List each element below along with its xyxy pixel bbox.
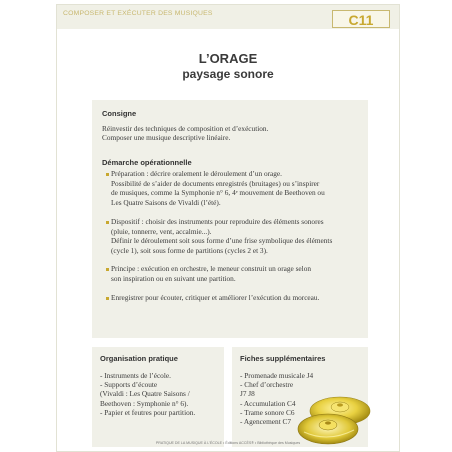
demarche-heading: Démarche opérationnelle (102, 158, 192, 167)
consigne-line: Réinvestir des techniques de composition et d’exécution. (102, 124, 269, 133)
demarche-line: son inspiration ou en suivant une partition. (111, 273, 236, 283)
consigne-heading: Consigne (102, 109, 137, 118)
demarche-line: Les Quatre Saisons de Vivaldi (l’été). (111, 197, 221, 207)
organisation-item: - Instruments de l’école. (100, 371, 171, 380)
section-label: COMPOSER ET EXÉCUTER DES MUSIQUES (63, 10, 213, 17)
bullet-icon (106, 268, 109, 271)
organisation-heading: Organisation pratique (100, 354, 178, 363)
fiches-item: - Accumulation C4 (240, 398, 296, 408)
organisation-item: (Vivaldi : Les Quatre Saisons / (100, 389, 190, 399)
fiches-item: - Chef d’orchestre (240, 380, 294, 390)
consigne-line: Composer une musique descriptive linéaire. (102, 133, 231, 142)
sheet-code-badge: C11 (332, 10, 390, 28)
demarche-line: Enregistrer pour écouter, critiquer et améliorer l’exécution du morceau. (111, 293, 320, 302)
fiches-item: - Trame sonore C6 (240, 407, 295, 417)
demarche-line: Définir le déroulement soit sous forme d’une frise symbolique des éléments (111, 236, 333, 246)
fiches-item: - Agencement C7 (240, 417, 292, 426)
demarche-line: Dispositif : choisir des instruments pour reproduire des éléments sonores (111, 217, 324, 226)
demarche-line: Préparation : décrire oralement le déroulement d’un orage. (111, 169, 282, 178)
demarche-line: (cycle 1), soit sous forme de partitions (cycles 2 et 3). (111, 245, 268, 255)
fiches-panel (232, 347, 368, 447)
demarche-line: de musiques, comme la Symphonie n° 6, 4ᵉ mouvement de Beethoven ou (111, 188, 325, 198)
page-subtitle: paysage sonore (182, 67, 274, 81)
organisation-item: Beethoven : Symphonie n° 6). (100, 398, 189, 408)
page-title: L’ORAGE (198, 51, 258, 66)
cymbals-icon (294, 385, 372, 447)
demarche-line: Possibilité de s’aider de documents enregistrés (bruitages) ou s’inspirer (111, 178, 320, 188)
bullet-icon (106, 173, 109, 176)
fiches-item: J7 J8 (240, 389, 255, 399)
demarche-line: (pluie, tonnerre, vent, accalmie...). (111, 226, 212, 236)
bullet-icon (106, 221, 109, 224)
fiches-heading: Fiches supplémentaires (240, 354, 326, 363)
fiches-item: - Promenade musicale J4 (240, 371, 314, 380)
organisation-item: - Papier et feutres pour partition. (100, 407, 196, 417)
organisation-item: - Supports d’écoute (100, 380, 158, 390)
organisation-panel (92, 347, 224, 447)
footer-credit: PRATIQUE DE LA MUSIQUE À L’ÉCOLE • Éditions ACCÈS® • Bibliothèque des Musiques (155, 441, 301, 445)
activity-sheet (56, 4, 400, 452)
demarche-line: Principe : exécution en orchestre, le meneur construit un orage selon (111, 264, 311, 273)
main-panel (92, 100, 368, 338)
bullet-icon (106, 297, 109, 300)
